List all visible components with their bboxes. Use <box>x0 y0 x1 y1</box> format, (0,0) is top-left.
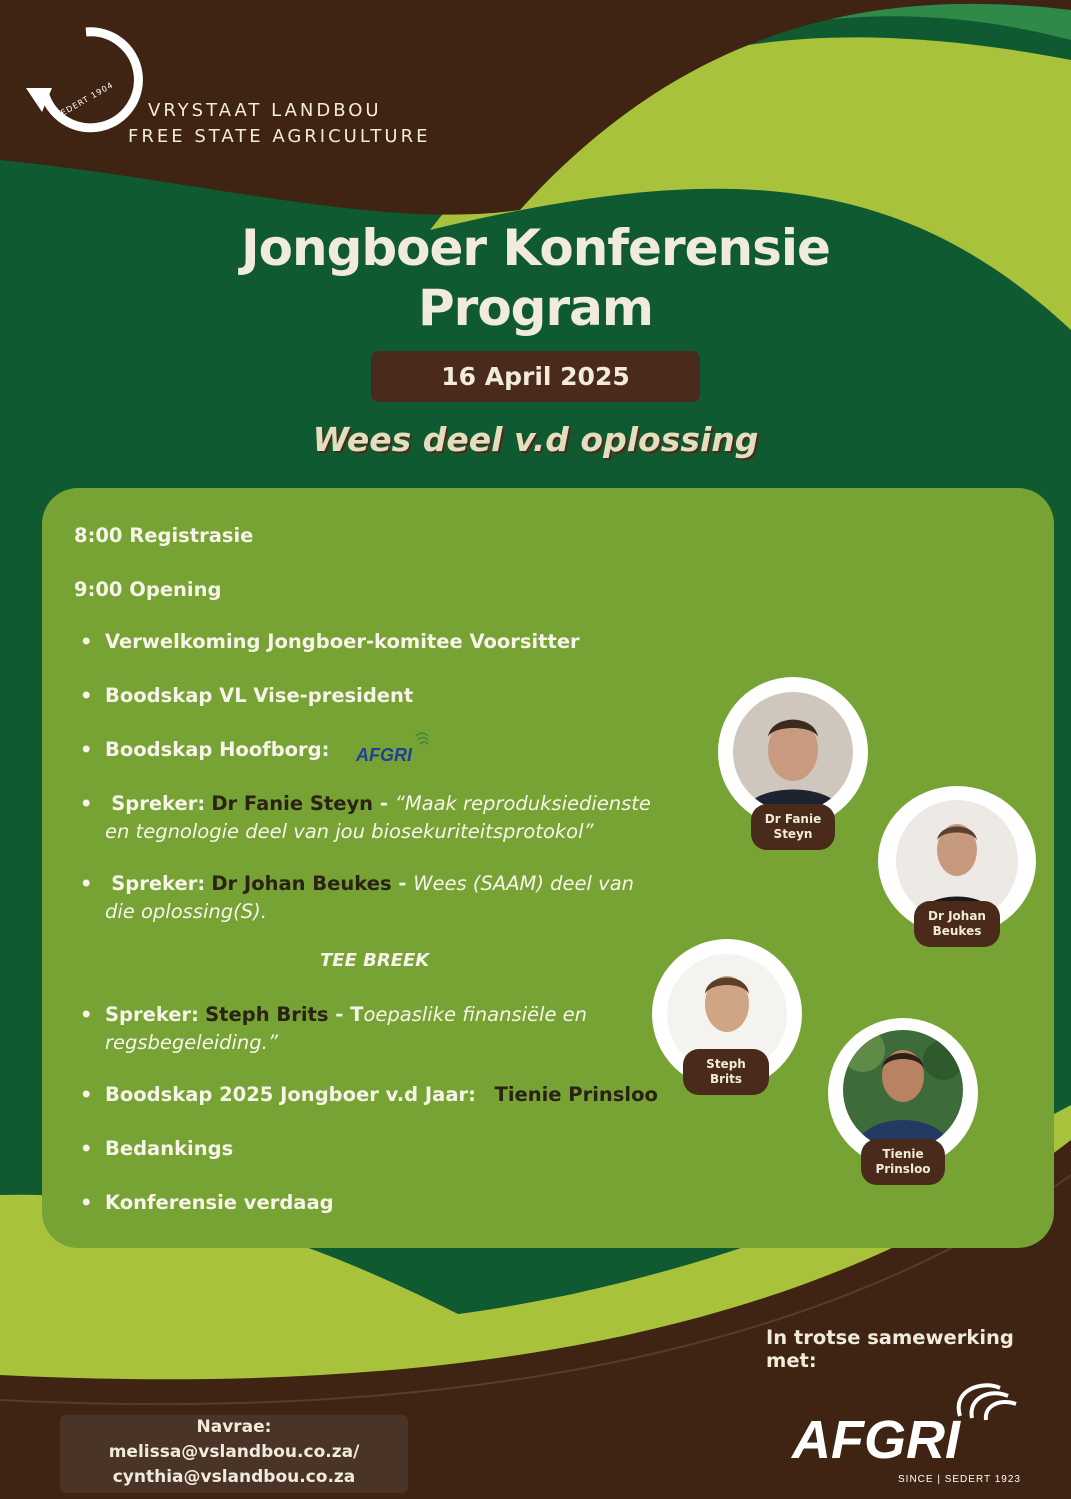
contact-email-2[interactable]: cynthia@vslandbou.co.za <box>112 1467 356 1487</box>
list-item-adjourn <box>80 1189 334 1217</box>
bullet: • <box>80 1191 93 1214</box>
tag-line-2: Steyn <box>773 827 813 841</box>
separator: - <box>391 872 414 895</box>
speaker-tag-johan <box>914 901 1000 947</box>
portrait-photo <box>843 1030 963 1150</box>
date-badge: 16 April 2025 <box>371 351 700 402</box>
afgri-sponsor-logo <box>354 730 442 766</box>
registration-time: 8:00 Registrasie <box>74 524 254 547</box>
young-farmer-name: Tienie Prinsloo <box>494 1083 658 1106</box>
item-text: Boodskap 2025 Jongboer v.d Jaar: <box>105 1083 476 1106</box>
speaker-name: Steph Brits <box>205 1003 329 1026</box>
bullet: • <box>80 1137 93 1160</box>
item-text: Konferensie verdaag <box>105 1191 334 1214</box>
talk-title-cont: en tegnologie deel van jou biosekuriteitsprotokol” <box>105 820 594 843</box>
org-name-en: FREE STATE AGRICULTURE <box>128 126 431 147</box>
list-item-young-farmer <box>80 1081 658 1109</box>
list-item-speaker-steph <box>80 1001 587 1057</box>
tag-line-1: Dr Fanie <box>764 812 822 826</box>
item-text: Boodskap VL Vise-president <box>105 684 414 707</box>
speaker-tag-tienie <box>861 1139 945 1185</box>
speaker-prefix: Spreker: <box>111 872 206 895</box>
bullet: • <box>80 630 93 653</box>
list-item-thanks <box>80 1135 233 1163</box>
talk-title-cont: regsbegeleiding.” <box>105 1031 278 1054</box>
title-line-1: Jongboer Konferensie <box>241 219 830 277</box>
list-item-vice-president <box>80 682 413 710</box>
tag-line-2: Brits <box>709 1072 743 1086</box>
bullet: • <box>80 684 93 707</box>
afgri-logo-subtext: SINCE | SEDERT 1923 <box>898 1474 1021 1485</box>
afgri-partner-logo <box>790 1376 1030 1486</box>
bullet: • <box>80 872 93 895</box>
page-title <box>0 218 1071 338</box>
separator: - T <box>328 1003 364 1026</box>
partner-heading: In trotse samewerking met: <box>766 1326 1014 1372</box>
item-text: Bedankings <box>105 1137 234 1160</box>
org-name-af: VRYSTAAT LANDBOU <box>148 100 382 121</box>
tea-break: TEE BREEK <box>320 950 430 971</box>
opening-time: 9:00 Opening <box>74 578 222 601</box>
afgri-logo-text: AFGRI <box>792 1410 960 1470</box>
bullet: • <box>80 1003 93 1026</box>
item-text: Verwelkoming Jongboer-komitee Voorsitter <box>105 630 580 653</box>
tag-line-1: Dr Johan <box>928 909 986 923</box>
tag-line-1: Tienie <box>882 1147 924 1161</box>
bullet: • <box>80 1083 93 1106</box>
list-item-speaker-fanie <box>80 790 651 846</box>
speaker-tag-fanie <box>751 804 835 850</box>
separator: - <box>373 792 395 815</box>
talk-title: “Maak reproduksiedienste <box>394 792 651 815</box>
svg-text:AFGRI: AFGRI <box>356 745 412 765</box>
talk-title-cont: die oplossing(S). <box>105 900 267 923</box>
speaker-tag-steph <box>683 1049 769 1095</box>
bullet: • <box>80 738 93 761</box>
bullet: • <box>80 792 93 815</box>
tagline: Wees deel v.d oplossing <box>312 420 759 459</box>
contact-heading: Navrae: <box>196 1417 272 1437</box>
speaker-prefix: Spreker: <box>111 792 206 815</box>
tag-line-1: Steph <box>706 1057 746 1071</box>
title-line-2: Program <box>418 279 653 337</box>
contact-email-1[interactable]: melissa@vslandbou.co.za/ <box>108 1442 360 1462</box>
item-text: Boodskap Hoofborg: <box>105 738 330 761</box>
speaker-prefix: Spreker: <box>105 1003 199 1026</box>
list-item-main-sponsor <box>80 736 329 764</box>
talk-title: oepaslike finansiële en <box>363 1003 587 1026</box>
tag-line-2: Beukes <box>932 924 982 938</box>
tag-line-2: Prinsloo <box>875 1162 931 1176</box>
list-item-speaker-johan <box>80 870 634 926</box>
seal-text: SEDERT 1904 <box>54 80 116 121</box>
speaker-name: Dr Fanie Steyn <box>211 792 374 815</box>
portrait-photo <box>733 692 853 812</box>
list-item-welcome <box>80 628 580 656</box>
speaker-name: Dr Johan Beukes <box>211 872 392 895</box>
vrystaat-landbou-logo <box>24 22 144 134</box>
contact-box <box>60 1415 408 1493</box>
talk-title: Wees (SAAM) deel van <box>413 872 634 895</box>
